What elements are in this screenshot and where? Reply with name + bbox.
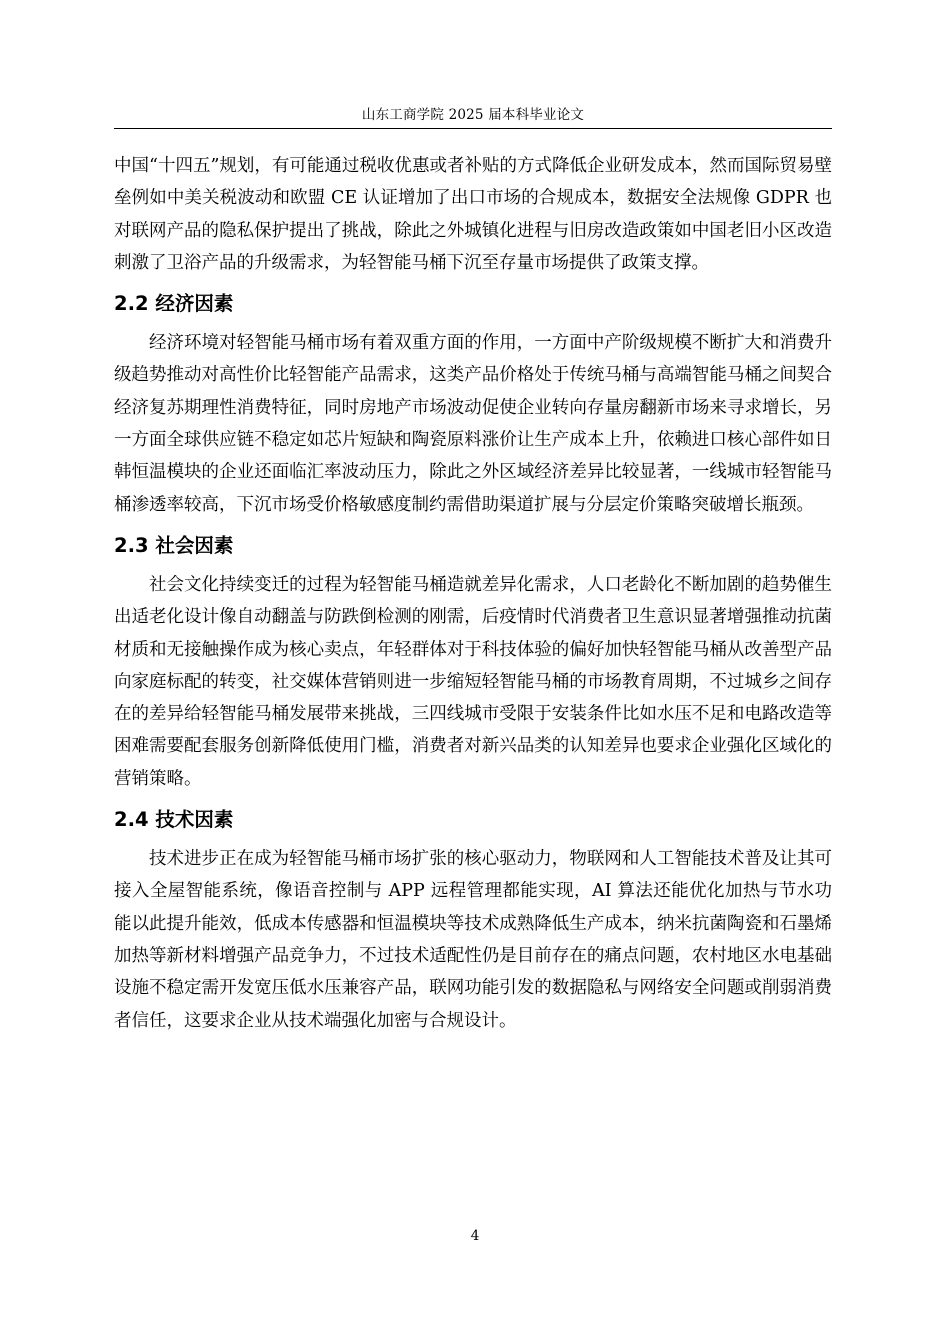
page-number: 4 bbox=[470, 1228, 480, 1244]
page-body bbox=[114, 150, 832, 1037]
intro-paragraph: 中国“十四五”规划，有可能通过税收优惠或者补贴的方式降低企业研发成本，然而国际贸易壁垒例如中美关税波动和欧盟 CE 认证增加了出口市场的合规成本，数据安全法规像 GDPR 也对联网产品的隐私保护提出了挑战，除此之外城镇化进程与旧房改造政策如中国老旧小区改造刺激了卫浴产品的升级需求，为轻智能马桶下沉至存量市场提供了政策支撑。 bbox=[114, 156, 832, 273]
section-paragraph-social: 社会文化持续变迁的过程为轻智能马桶造就差异化需求，人口老龄化不断加剧的趋势催生出适老化设计像自动翻盖与防跌倒检测的刚需，后疫情时代消费者卫生意识显著增强推动抗菌材质和无接触操作成为核心卖点，年轻群体对于科技体验的偏好加快轻智能马桶从改善型产品向家庭标配的转变，社交媒体营销则进一步缩短轻智能马桶的市场教育周期，不过城乡之间存在的差异给轻智能马桶发展带来挑战，三四线城市受限于安装条件比如水压不足和电路改造等困难需要配套服务创新降低使用门槛，消费者对新兴品类的认知差异也要求企业强化区域化的营销策略。 bbox=[114, 574, 832, 789]
running-header: 山东工商学院 2025 届本科毕业论文 bbox=[361, 107, 585, 123]
header-rule bbox=[114, 128, 832, 129]
section-heading-economic: 2.2 经济因素 bbox=[114, 292, 234, 316]
section-heading-technology: 2.4 技术因素 bbox=[114, 808, 234, 832]
section-paragraph-technology: 技术进步正在成为轻智能马桶市场扩张的核心驱动力，物联网和人工智能技术普及让其可接入全屋智能系统，像语音控制与 APP 远程管理都能实现，AI 算法还能优化加热与节水功能以此提升能效，低成本传感器和恒温模块等技术成熟降低生产成本，纳米抗菌陶瓷和石墨烯加热等新材料增强产品竞争力，不过技术适配性仍是目前存在的痛点问题，农村地区水电基础设施不稳定需开发宽压低水压兼容产品，联网功能引发的数据隐私与网络安全问题或削弱消费者信任，这要求企业从技术端强化加密与合规设计。 bbox=[114, 849, 832, 1031]
section-heading-social: 2.3 社会因素 bbox=[114, 533, 234, 557]
section-paragraph-economic: 经济环境对轻智能马桶市场有着双重方面的作用，一方面中产阶级规模不断扩大和消费升级趋势推动对高性价比轻智能产品需求，这类产品价格处于传统马桶与高端智能马桶之间契合经济复苏期理性消费特征，同时房地产市场波动促使企业转向存量房翻新市场来寻求增长，另一方面全球供应链不稳定如芯片短缺和陶瓷原料涨价让生产成本上升，依赖进口核心部件如日韩恒温模块的企业还面临汇率波动压力，除此之外区域经济差异比较显著，一线城市轻智能马桶渗透率较高，下沉市场受价格敏感度制约需借助渠道扩展与分层定价策略突破增长瓶颈。 bbox=[114, 333, 832, 515]
